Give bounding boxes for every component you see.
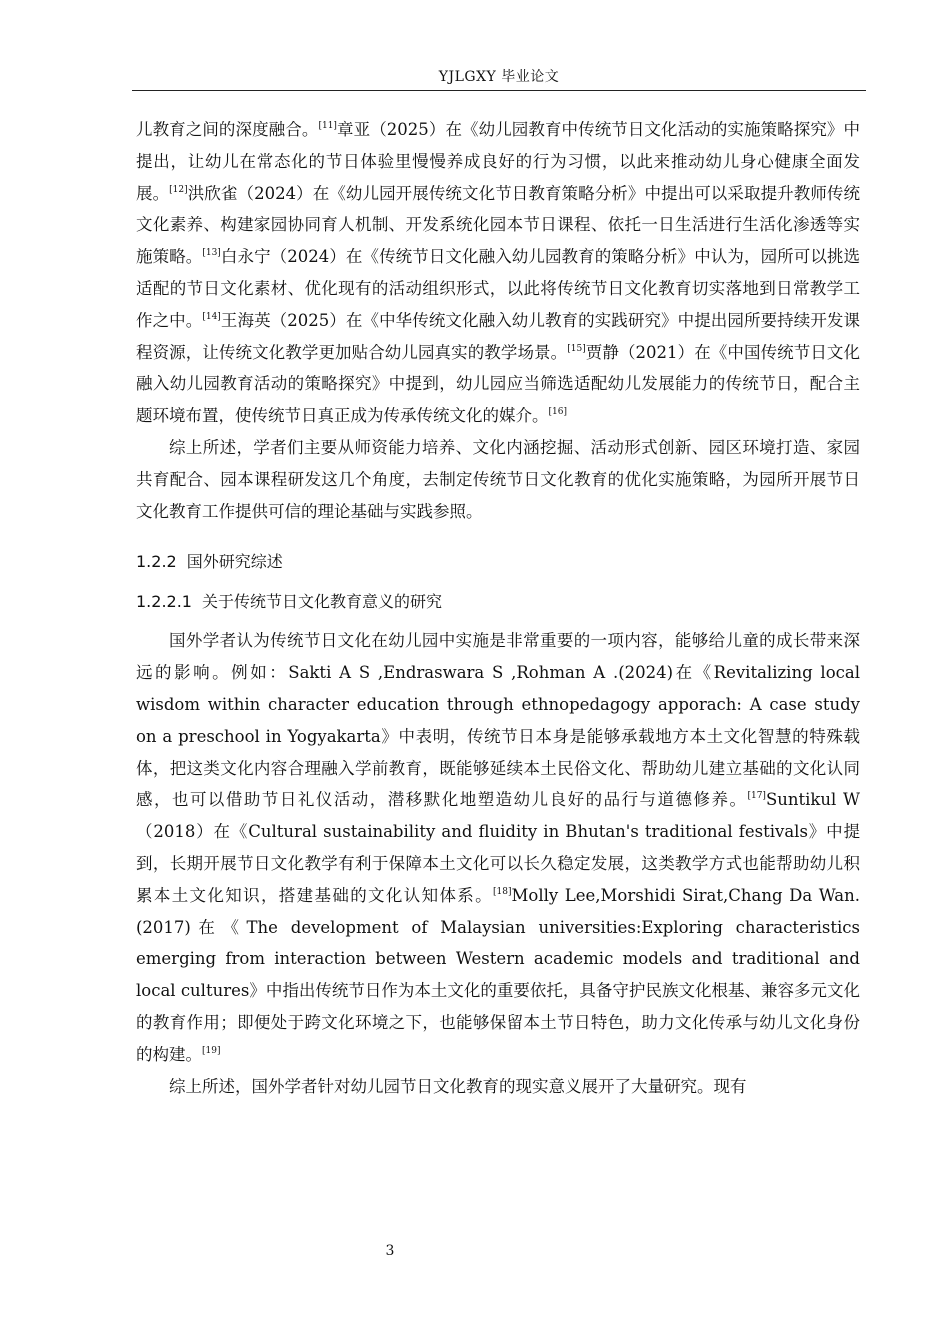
header-rule [132,90,866,91]
paragraph-text: 章亚（2025）在《幼儿园教育中传统节日文化活动的实施策略探究》中提出，让幼儿在常态化的节日体验里慢慢养成良好的行为习惯，以此来推动幼儿身心健康全面发展。 [136,120,861,203]
section-number: 1.2.2 [136,552,177,572]
paragraph-domestic-summary: 综上所述，学者们主要从师资能力培养、文化内涵挖掘、活动形式创新、园区环境打造、家园共育配合、园本课程研发这几个角度，去制定传统节日文化教育的优化实施策略，为园所开展节日文化教育工作提供可信的理论基础与实践参照。 [136,437,860,521]
citation: [17] [747,791,766,802]
paragraph-foreign-summary: 综上所述，国外学者针对幼儿园节日文化教育的现实意义展开了大量研究。现有 [169,1076,747,1096]
section-title: 关于传统节日文化教育意义的研究 [201,592,442,612]
citation: [18] [493,886,512,897]
paragraph-text: 白永宁（2024）在《传统节日文化融入幼儿园教育的策略分析》中认为，园所可以挑选适配的节日文化素材、优化现有的活动组织形式，以此将传统节日文化教育切实落地到日常教学工作之中。 [136,247,860,330]
paragraph-text: 贾静（2021）在《中国传统节日文化融入幼儿园教育活动的策略探究》中提到，幼儿园应当筛选适配幼儿发展能力的传统节日，配合主题环境布置，使传统节日真正成为传承传统文化的媒介。 [136,342,860,426]
citation: [11] [318,121,337,131]
citation: [14] [202,311,221,322]
page-header: YJLGXY 毕业论文 [438,69,560,85]
page-number: 3 [385,1243,395,1259]
section-number: 1.2.2.1 [136,592,192,612]
section-heading-1-2-2 [136,547,860,577]
paragraph-text: Molly Lee,Morshidi Sirat,Chang Da Wan.(2017)在《The development of Malaysian universities:Exploring characteristics emerging from interaction between Western academic models and traditional and local cultures》中指出传统节日作为本土文化的重要依托，具备守护民族文化根基、兼容多元文化的教育作用；即便处于跨文化环境之下，也能够保留本土节日特色，助力文化传承与幼儿文化身份的构建。 [136,885,861,1064]
paragraph-domestic-strategies [136,114,860,432]
section-heading-1-2-2-1 [136,587,860,617]
citation: [19] [202,1045,221,1056]
paragraph-text: 国外学者认为传统节日文化在幼儿园中实施是非常重要的一项内容，能够给儿童的成长带来深远的影响。例如：Sakti A S ,Endraswara S ,Rohman A .(2024)在《Revitalizing local wisdom within character education through ethnopedagogy apporach: A case study on a preschool in Yogyakarta》中表明，传统节日本身是能够承载地方本土文化智慧的特殊载体，把这类文化内容合理融入学前教育，既能够延续本土民俗文化、帮助幼儿建立基础的文化认同感，也可以借助节日礼仪活动，潜移默化地塑造幼儿良好的品行与道德修养。 [136,631,860,810]
paragraph-text: 王海英（2025）在《中华传统文化融入幼儿教育的实践研究》中提出园所要持续开发课程资源，让传统文化教学更加贴合幼儿园真实的教学场景。 [136,310,860,362]
citation: [13] [202,248,221,259]
section-title: 国外研究综述 [186,552,283,572]
citation: [16] [548,407,567,418]
citation: [15] [567,343,586,354]
citation: [12] [169,184,188,195]
paragraph-text: 洪欣雀（2024）在《幼儿园开展传统文化节日教育策略分析》中提出可以采取提升教师传统文化素养、构建家园协同育人机制、开发系统化园本节日课程、依托一日生活进行生活化渗透等实施策略。 [136,183,860,267]
paragraph-text: Suntikul W（2018）在《Cultural sustainability and fluidity in Bhutan's traditional festivals》中提到，长期开展节日文化教学有利于保障本土文化可以长久稳定发展，这类教学方式也能帮助幼儿积累本土文化知识，搭建基础的文化认知体系。 [136,790,861,905]
document-body [136,114,860,1102]
paragraph-text: 儿教育之间的深度融合。 [136,120,319,139]
paragraph-foreign-research [136,625,860,1070]
